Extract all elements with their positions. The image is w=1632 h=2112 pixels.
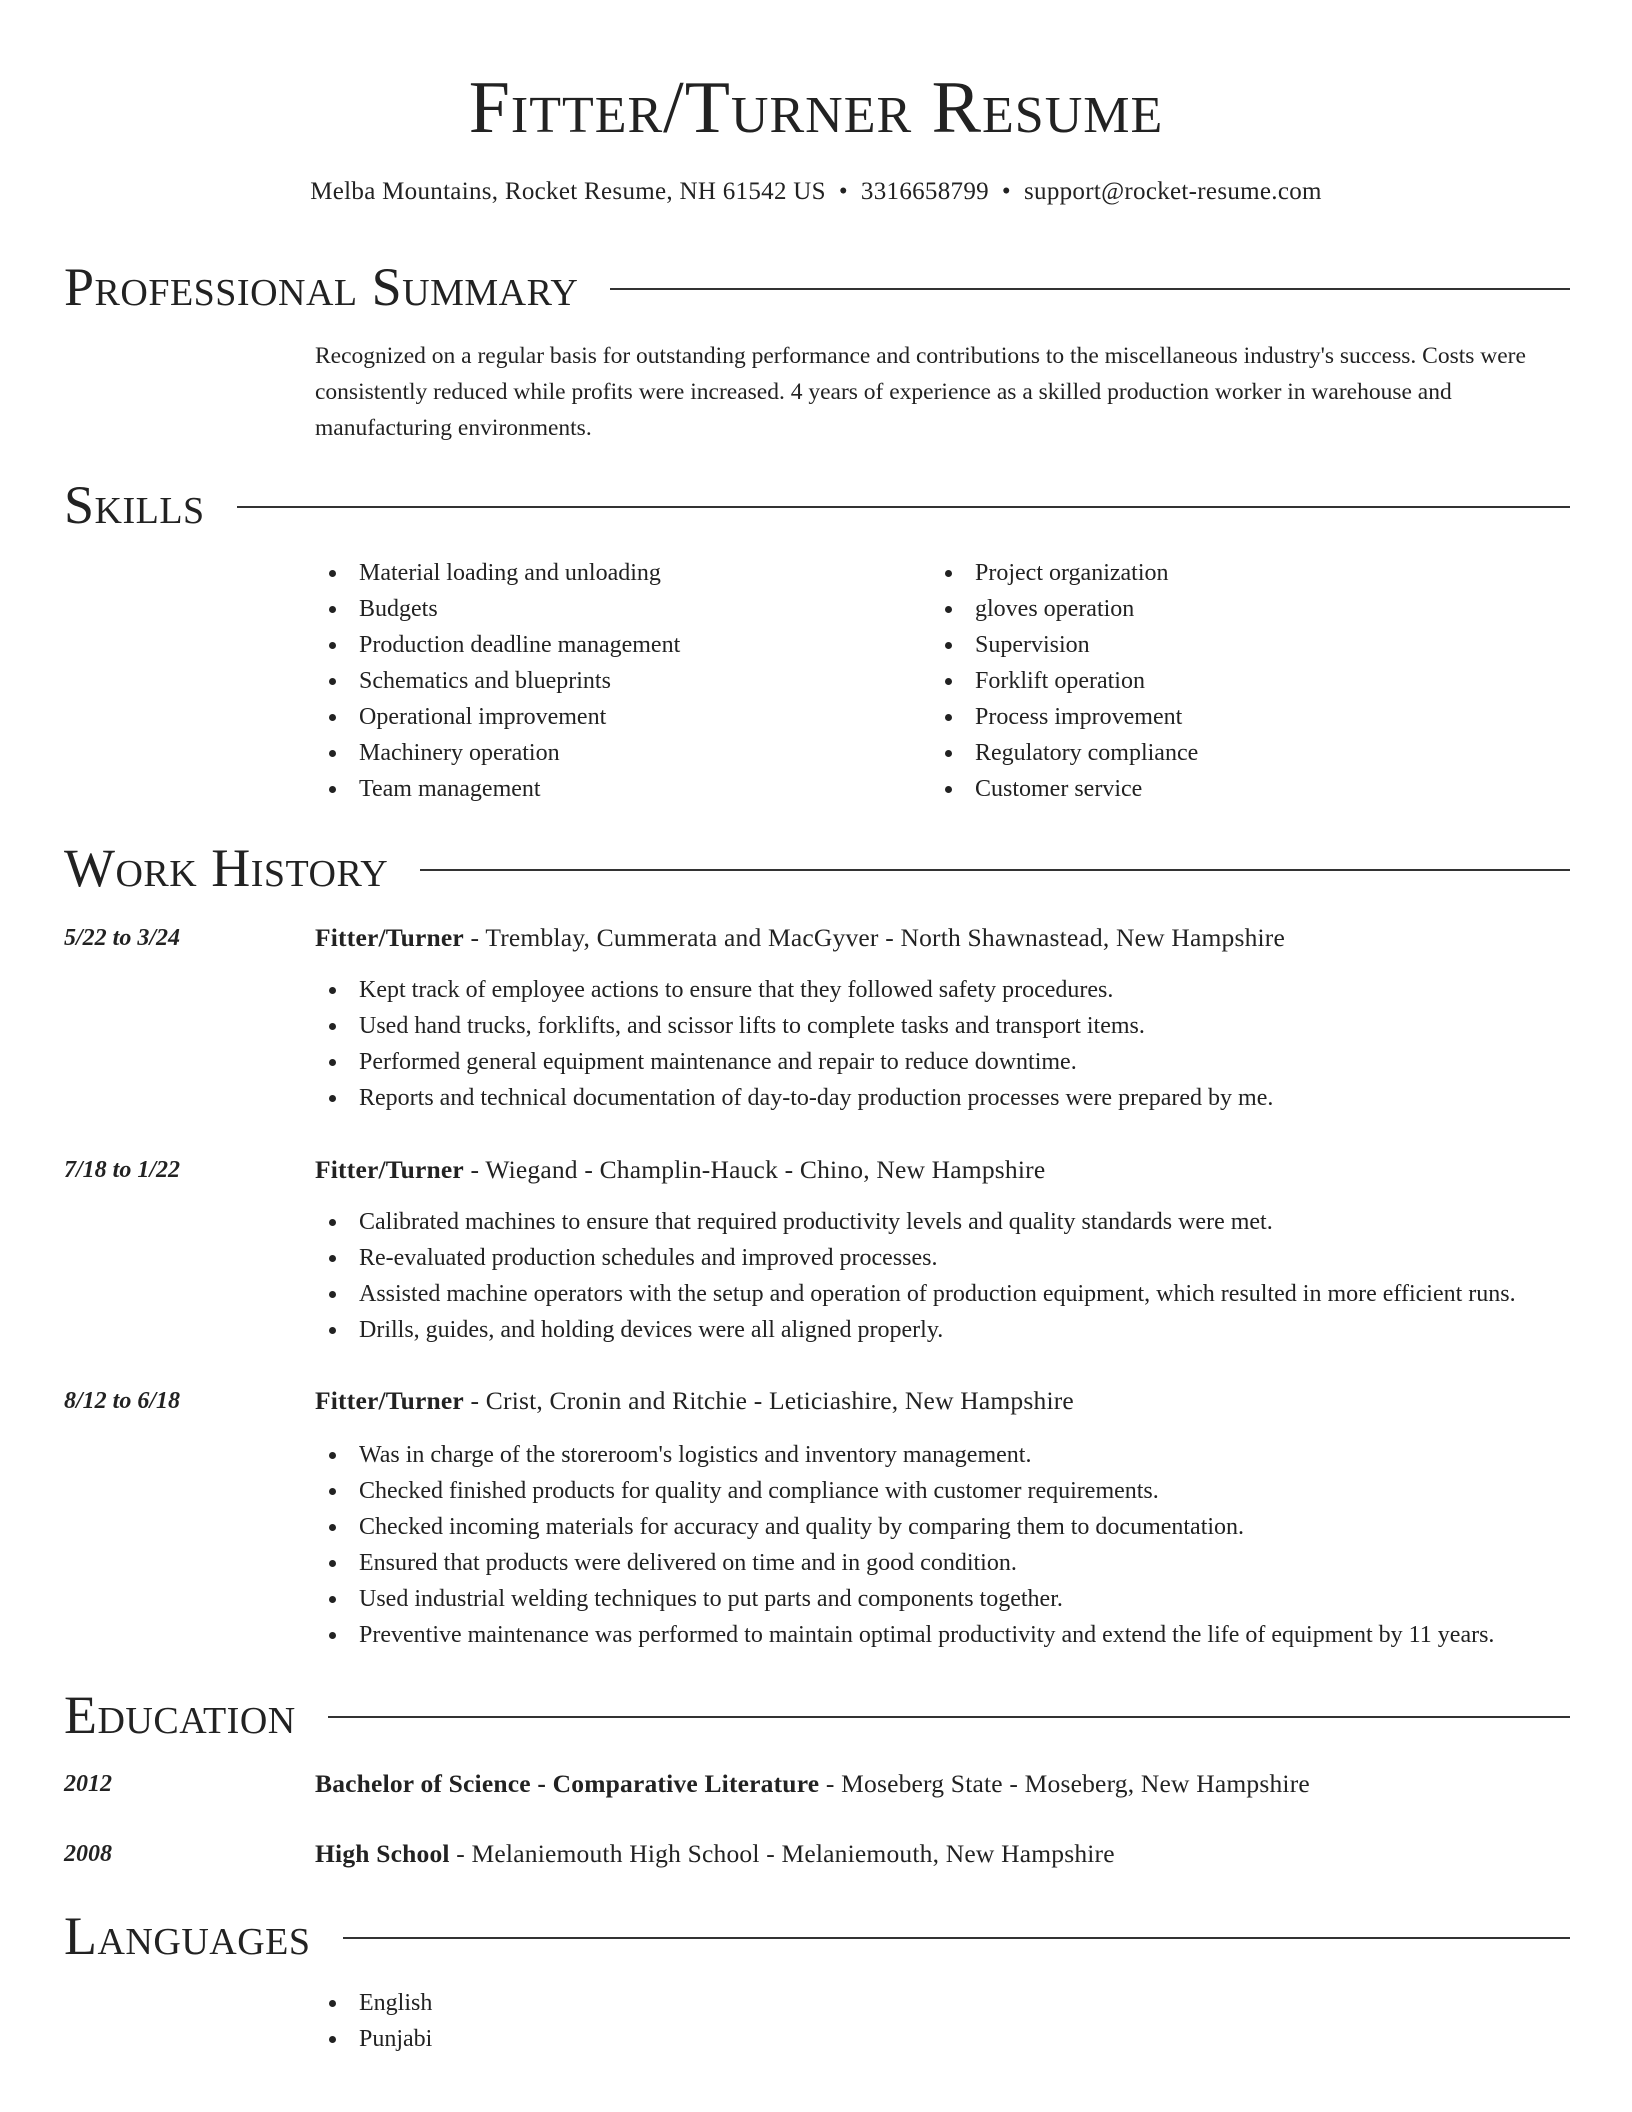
job-title: Fitter/Turner (315, 1386, 464, 1415)
job-employer: - Tremblay, Cummerata and MacGyver - North Shawnastead, New Hampshire (463, 923, 1286, 952)
languages-bullets (315, 1985, 432, 2057)
section-title-summary: Professional Summary (64, 257, 579, 317)
skill-item: Forklift operation (931, 663, 1531, 699)
education-year: 2008 (64, 1841, 112, 1867)
section-title-education: Education (64, 1685, 296, 1745)
language-item: Punjabi (315, 2021, 432, 2057)
skill-item: Material loading and unloading (315, 555, 915, 591)
skill-item: Project organization (931, 555, 1531, 591)
contact-phone: 3316658799 (860, 178, 989, 205)
job-date: 8/12 to 6/18 (64, 1388, 181, 1414)
job-bullet: Kept track of employee actions to ensure that they followed safety procedures. (315, 972, 1615, 1008)
job-bullet: Was in charge of the storeroom's logistics and inventory management. (315, 1437, 1615, 1473)
section-divider (237, 506, 1570, 508)
job-bullet: Ensured that products were delivered on time and in good condition. (315, 1545, 1615, 1581)
job-date: 7/18 to 1/22 (64, 1157, 181, 1183)
section-divider (420, 869, 1570, 871)
job-bullet: Checked finished products for quality and compliance with customer requirements. (315, 1473, 1615, 1509)
skill-item: Production deadline management (315, 627, 915, 663)
skills-column-left (315, 555, 915, 807)
skill-item: Process improvement (931, 699, 1531, 735)
section-header-skills (64, 472, 1570, 538)
job-bullet: Reports and technical documentation of day-to-day production processes were prepared by me. (315, 1080, 1615, 1116)
section-title-languages: Languages (64, 1906, 311, 1966)
job-bullets (315, 1204, 1615, 1348)
section-divider (328, 1716, 1570, 1718)
job-bullet: Used hand trucks, forklifts, and scissor lifts to complete tasks and transport items. (315, 1008, 1615, 1044)
job-heading (315, 1152, 1045, 1188)
skill-item: Team management (315, 771, 915, 807)
contact-address: Melba Mountains, Rocket Resume, NH 61542 US (310, 178, 826, 205)
section-header-education (64, 1682, 1570, 1748)
job-bullet: Assisted machine operators with the setup and operation of production equipment, which resulted in more efficient runs. (315, 1276, 1615, 1312)
contact-email: support@rocket-resume.com (1023, 178, 1322, 205)
summary-text: Recognized on a regular basis for outstanding performance and contributions to the miscellaneous industry's success. Costs were consistently reduced while profits were increased. 4 years of experience as a skilled production worker in warehouse and manufacturing environments. (315, 343, 1526, 441)
job-bullets (315, 972, 1615, 1116)
skill-item: Machinery operation (315, 735, 915, 771)
job-bullets (315, 1437, 1615, 1653)
skill-item: Budgets (315, 591, 915, 627)
job-bullet: Drills, guides, and holding devices were all aligned properly. (315, 1312, 1615, 1348)
skills-column-right (931, 555, 1531, 807)
job-heading (315, 1383, 1074, 1419)
skill-item: Supervision (931, 627, 1531, 663)
education-heading (315, 1766, 1310, 1802)
job-title: Fitter/Turner (315, 1155, 464, 1184)
education-year: 2012 (64, 1771, 112, 1797)
section-divider (343, 1937, 1571, 1939)
skill-item: Regulatory compliance (931, 735, 1531, 771)
skill-item: Schematics and blueprints (315, 663, 915, 699)
job-title: Fitter/Turner (315, 923, 464, 952)
section-divider (610, 288, 1570, 290)
education-degree: High School (315, 1839, 450, 1868)
job-bullet: Used industrial welding techniques to put parts and components together. (315, 1581, 1615, 1617)
education-school: - Melaniemouth High School - Melaniemouth, New Hampshire (449, 1839, 1115, 1868)
job-heading (315, 920, 1285, 956)
education-heading (315, 1836, 1115, 1872)
contact-separator: • (838, 178, 848, 205)
job-bullet: Checked incoming materials for accuracy and quality by comparing them to documentation. (315, 1509, 1615, 1545)
skill-item: Operational improvement (315, 699, 915, 735)
job-employer: - Crist, Cronin and Ritchie - Leticiashire, New Hampshire (463, 1386, 1074, 1415)
job-employer: - Wiegand - Champlin-Hauck - Chino, New Hampshire (463, 1155, 1046, 1184)
job-bullet: Calibrated machines to ensure that required productivity levels and quality standards were met. (315, 1204, 1615, 1240)
resume-title: Fitter/Turner Resume (468, 67, 1164, 149)
job-bullet: Performed general equipment maintenance and repair to reduce downtime. (315, 1044, 1615, 1080)
languages-list (315, 1985, 432, 2057)
education-school: - Moseberg State - Moseberg, New Hampshire (819, 1769, 1310, 1798)
education-degree: Bachelor of Science - Comparative Literature (315, 1769, 820, 1798)
section-title-skills: Skills (64, 475, 205, 535)
contact-separator: • (1001, 178, 1011, 205)
section-header-work-history (64, 835, 1570, 901)
job-bullet: Re-evaluated production schedules and improved processes. (315, 1240, 1615, 1276)
contact-line (0, 176, 1632, 208)
section-header-languages (64, 1903, 1570, 1969)
job-date: 5/22 to 3/24 (64, 925, 181, 951)
skill-item: Customer service (931, 771, 1531, 807)
skill-item: gloves operation (931, 591, 1531, 627)
job-bullet: Preventive maintenance was performed to maintain optimal productivity and extend the life of equipment by 11 years. (315, 1617, 1615, 1653)
section-title-work-history: Work History (64, 838, 389, 898)
language-item: English (315, 1985, 432, 2021)
section-header-summary (64, 254, 1570, 320)
